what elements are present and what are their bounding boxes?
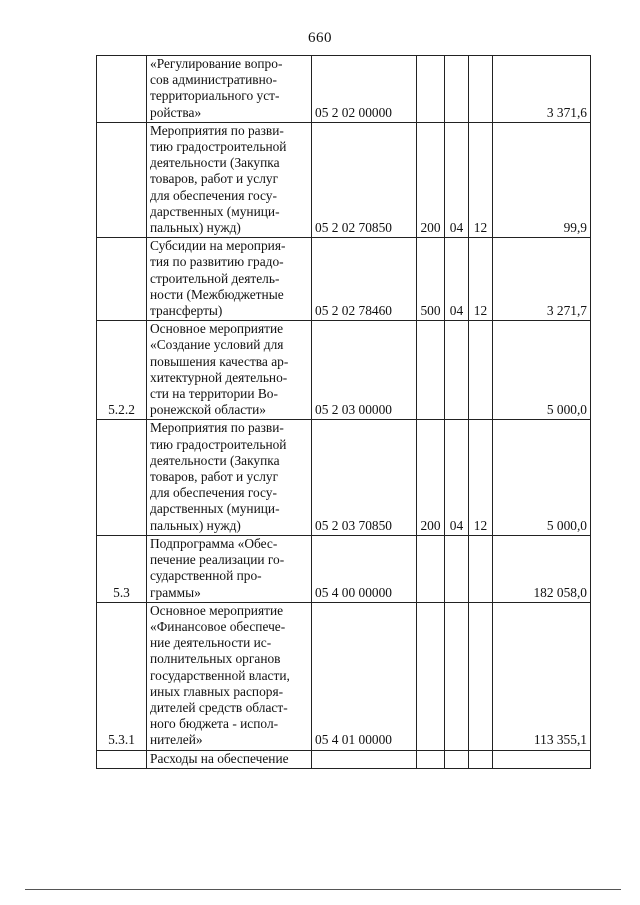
target-code: 05 4 00 00000 [312,535,417,602]
item-name-line: иных главных распоря- [150,683,284,699]
section [445,56,469,123]
subsection [469,535,493,602]
item-name-line: граммы» [150,584,201,600]
item-name-line: деятельности (Закупка [150,452,280,468]
item-name-line: Подпрограмма «Обес- [150,535,278,551]
expense-type: 500 [417,238,445,321]
item-name-line: деятельности (Закупка [150,155,280,171]
item-name-line: Мероприятия по разви- [150,122,284,138]
item-name-line: хитектурной деятельно- [150,369,288,385]
target-code [312,750,417,768]
item-name-line: дарственных (муници- [150,203,280,219]
item-name-line: ронежской области» [150,402,266,418]
item-name-line: пальных) нужд) [150,517,241,533]
item-name-line: печение реализации го- [150,552,285,568]
section: 04 [445,122,469,237]
subsection [469,750,493,768]
row-number [97,56,147,123]
expense-type [417,750,445,768]
table-row [97,750,591,768]
item-name-line: полнительных органов [150,651,281,667]
item-name [147,238,312,321]
item-name [147,750,312,768]
item-name-line: ного бюджета - испол- [150,716,279,732]
item-name-line: для обеспечения госу- [150,485,277,501]
page-number: 660 [308,30,332,46]
item-name-line: тия по развитию градо- [150,254,284,270]
item-name-line: сударственной про- [150,568,262,584]
target-code: 05 2 02 78460 [312,238,417,321]
amount: 3 271,7 [493,238,591,321]
target-code: 05 4 01 00000 [312,602,417,750]
amount: 5 000,0 [493,321,591,420]
item-name-line: товаров, работ и услуг [150,171,279,187]
item-name-line: для обеспечения госу- [150,187,277,203]
item-name-line: дарственных (муници- [150,501,280,517]
item-name-line: государственной власти, [150,667,290,683]
table-row [97,420,591,535]
item-name-line: нителей» [150,732,203,748]
item-name-line: Субсидии на мероприя- [150,238,286,254]
row-number [97,750,147,768]
item-name-line: дителей средств област- [150,699,288,715]
section [445,535,469,602]
table-row [97,238,591,321]
item-name-line: Расходы на обеспечение [150,750,289,766]
subsection [469,56,493,123]
subsection: 12 [469,238,493,321]
item-name-line: Мероприятия по разви- [150,420,284,436]
amount: 5 000,0 [493,420,591,535]
item-name-line: трансферты) [150,303,223,319]
table-row [97,535,591,602]
item-name-line: территориального уст- [150,88,280,104]
item-name-line: пальных) нужд) [150,220,241,236]
target-code: 05 2 03 00000 [312,321,417,420]
section [445,321,469,420]
row-number: 5.2.2 [97,321,147,420]
table-row [97,321,591,420]
target-code: 05 2 02 00000 [312,56,417,123]
row-number [97,122,147,237]
expense-type [417,535,445,602]
item-name-line: «Регулирование вопро- [150,56,283,71]
expense-type [417,602,445,750]
table-body [97,56,591,769]
target-code: 05 2 03 70850 [312,420,417,535]
subsection [469,602,493,750]
subsection: 12 [469,122,493,237]
item-name-line: ности (Межбюджетные [150,286,284,302]
amount: 99,9 [493,122,591,237]
item-name-line: Основное мероприятие [150,321,284,337]
item-name-line: ние деятельности ис- [150,635,272,651]
item-name [147,602,312,750]
item-name [147,535,312,602]
subsection: 12 [469,420,493,535]
section [445,602,469,750]
item-name-line: товаров, работ и услуг [150,469,279,485]
item-name [147,122,312,237]
row-number: 5.3 [97,535,147,602]
row-number: 5.3.1 [97,602,147,750]
item-name-line: ройства» [150,104,202,120]
budget-table [96,55,591,769]
row-number [97,238,147,321]
table-row [97,122,591,237]
item-name [147,420,312,535]
item-name-line: «Финансовое обеспече- [150,618,286,634]
expense-type: 200 [417,122,445,237]
amount [493,750,591,768]
expense-type: 200 [417,420,445,535]
section [445,750,469,768]
amount: 3 371,6 [493,56,591,123]
item-name-line: строительной деятель- [150,270,280,286]
item-name-line: «Создание условий для [150,337,284,353]
row-number [97,420,147,535]
section: 04 [445,420,469,535]
item-name-line: повышения качества ар- [150,353,289,369]
table-row [97,56,591,123]
amount: 113 355,1 [493,602,591,750]
item-name [147,321,312,420]
subsection [469,321,493,420]
section: 04 [445,238,469,321]
amount: 182 058,0 [493,535,591,602]
item-name-line: сов административно- [150,72,277,88]
item-name-line: тию градостроительной [150,139,287,155]
expense-type [417,321,445,420]
footer-rule [25,889,621,890]
item-name-line: Основное мероприятие [150,602,284,618]
item-name-line: тию градостроительной [150,436,287,452]
item-name-line: сти на территории Во- [150,386,278,402]
target-code: 05 2 02 70850 [312,122,417,237]
item-name [147,56,312,123]
expense-type [417,56,445,123]
table-row [97,602,591,750]
